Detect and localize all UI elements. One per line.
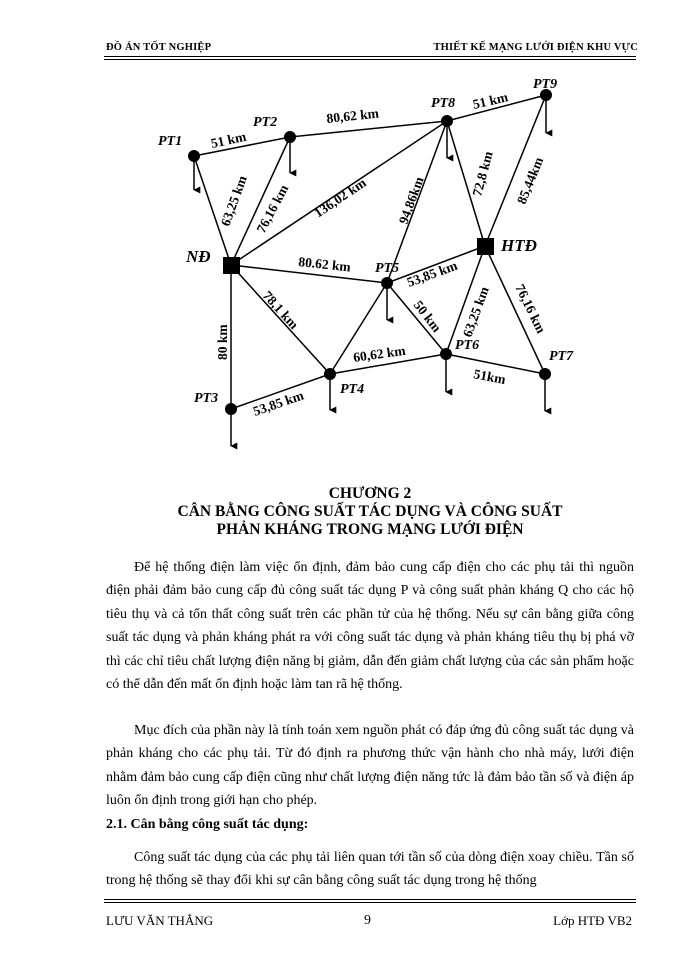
section-heading: 2.1. Cân bằng công suất tác dụng: — [106, 817, 309, 832]
dist-pt3-pt4: 53,85 km — [251, 387, 306, 419]
dist-pt1-pt2: 51 km — [209, 128, 248, 151]
node-pt3 — [225, 403, 237, 415]
paragraph-2 — [106, 719, 634, 813]
label-pt8: PT8 — [431, 96, 456, 111]
dist-pt6-pt7: 51km — [472, 366, 507, 388]
network-diagram — [0, 60, 700, 460]
dist-pt6-htd: 63,25 km — [459, 284, 492, 340]
source-nd-square — [223, 257, 240, 274]
node-pt4 — [324, 368, 336, 380]
dist-nd-pt1: 63,25 km — [217, 173, 250, 229]
label-pt2: PT2 — [253, 115, 278, 130]
footer-rule-thin — [104, 902, 636, 903]
label-pt1: PT1 — [158, 134, 183, 149]
node-pt7 — [539, 368, 551, 380]
paragraph-1-text: Để hệ thống điện làm việc ổn định, đảm bảo cung cấp điện cho các phụ tải thì nguồn điện phải đảm bảo cung cấp đủ công suất tác dụng P và công suất phản kháng Q cho các hộ tiêu thụ và cả tổn thất công suất trên các phần tử của hệ thống. Nếu sự cân bằng giữa công suất tác dụng và phản kháng phát ra với công suất tác dụng và phản kháng tiêu thụ bị phá vỡ thì các chỉ tiêu chất lượng điện năng bị giảm, dẫn đến giảm chất lượng của các sản phẩm hoặc có thể dẫn đến mất ổn định hoặc làm tan rã hệ thống. — [106, 560, 634, 693]
dist-pt8-pt9: 51 km — [471, 89, 510, 112]
label-pt5: PT5 — [375, 261, 400, 276]
node-pt1 — [188, 150, 200, 162]
dist-pt4-pt6: 60,62 km — [352, 342, 407, 365]
dist-htd-pt7: 76,16 km — [512, 281, 549, 336]
dist-nd-pt4: 78,1 km — [259, 287, 302, 333]
header-rule — [104, 56, 636, 57]
label-pt9: PT9 — [533, 77, 558, 92]
paragraph-3-text: Công suất tác dụng của các phụ tải liên quan tới tần số của dòng điện xoay chiều. Tần số trong hệ thống sẽ thay đổi khi sự cân bằng công suất tác dụng trong hệ thống — [106, 850, 634, 889]
dist-pt5-pt8: 94,86km — [395, 174, 427, 227]
node-pt2 — [284, 131, 296, 143]
dist-pt5-pt6: 50 km — [410, 297, 445, 335]
dist-nd-pt2: 76,16 km — [253, 181, 292, 236]
footer-author: LƯU VĂN THẮNG — [106, 913, 214, 928]
dist-htd-pt9: 85,44km — [513, 154, 547, 207]
page-number: 9 — [364, 913, 371, 928]
footer-class: Lớp HTĐ VB2 — [553, 913, 632, 928]
paragraph-2-text: Mục đích của phần này là tính toán xem nguồn phát có đáp ứng đủ công suất tác dụng và phản kháng cho các phụ tải. Từ đó định ra phương thức vận hành cho nhà máy, lưới điện nhằm đảm bảo cung cấp điện cũng như chất lượng điện năng tức là đảm bảo tần số và điện áp luôn ổn định trong giới hạn cho phép. — [106, 723, 634, 809]
header-right: THIẾT KẾ MẠNG LƯỚI ĐIỆN KHU VỰC — [433, 42, 638, 53]
dist-htd-pt8: 72,8 km — [469, 149, 496, 198]
label-pt3: PT3 — [194, 391, 219, 406]
dist-nd-pt5: 80.62 km — [297, 254, 352, 275]
line-pt2-pt8 — [290, 121, 447, 137]
chapter-title-line1: CÂN BẰNG CÔNG SUẤT TÁC DỤNG VÀ CÔNG SUẤT — [177, 503, 563, 520]
label-nd: NĐ — [186, 247, 211, 266]
chapter-title-line2: PHẢN KHÁNG TRONG MẠNG LƯỚI ĐIỆN — [216, 521, 524, 538]
load-arrows — [194, 95, 546, 446]
node-pt8 — [441, 115, 453, 127]
label-htd: HTĐ — [501, 236, 537, 255]
label-pt6: PT6 — [455, 338, 480, 353]
dist-nd-pt3: 80 km — [215, 324, 230, 360]
dist-nd-pt8: 136,02 km — [311, 174, 369, 221]
dist-pt5-htd: 53,85 km — [404, 257, 460, 290]
paragraph-3 — [106, 846, 634, 893]
chapter-number: CHƯƠNG 2 — [328, 485, 412, 502]
dist-pt2-pt8: 80,62 km — [325, 105, 380, 126]
source-htd-square — [477, 238, 494, 255]
node-pt6 — [440, 348, 452, 360]
node-pt5 — [381, 277, 393, 289]
header-left: ĐỒ ÁN TỐT NGHIỆP — [106, 42, 212, 53]
label-pt4: PT4 — [340, 382, 365, 397]
footer-rule — [104, 899, 636, 900]
label-pt7: PT7 — [549, 349, 574, 364]
paragraph-1 — [106, 556, 634, 696]
